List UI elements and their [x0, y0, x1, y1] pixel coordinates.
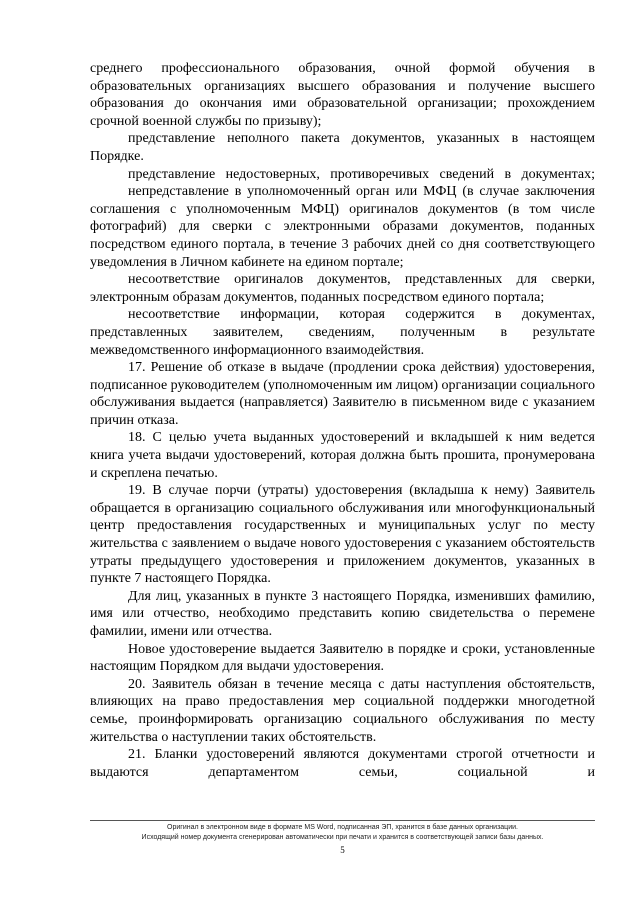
- paragraph-no-originals: непредставление в уполномоченный орган или МФЦ (в случае заключения соглашения с уполномоченным МФЦ) оригиналов документов (в том числе фотографий) для сверки с электронными образами документов, поданных посредством единого портала, в течение 3 рабочих дней со дня соответствующего уведомления в Личном кабинете на едином портале;: [90, 184, 595, 270]
- paragraph-originals-mismatch: несоответствие оригиналов документов, представленных для сверки, электронным образам документов, поданных посредством единого портала;: [90, 272, 595, 305]
- paragraph-19: 19. В случае порчи (утраты) удостоверения (вкладыша к нему) Заявитель обращается в организацию социального обслуживания или многофункциональный центр предоставления государственных и муниципальных услуг по месту жительства с заявлением о выдаче нового удостоверения с указанием обстоятельств утраты предыдущего удостоверения и приложением документов, указанных в пункте 7 настоящего Порядка.: [90, 483, 595, 587]
- paragraph-incomplete-package: представление неполного пакета документов, указанных в настоящем Порядке.: [90, 131, 595, 164]
- footer-line-number: Исходящий номер документа сгенерирован автоматически при печати и хранится в соответствующей записи базы данных.: [141, 834, 544, 841]
- paragraph-name-change: Для лиц, указанных в пункте 3 настоящего Порядка, изменивших фамилию, имя или отчество, необходимо представить копию свидетельства о перемене фамилии, имени или отчества.: [90, 588, 595, 639]
- paragraph-new-certificate: Новое удостоверение выдается Заявителю в порядке и сроки, установленные настоящим Порядком для выдачи удостоверения.: [90, 641, 595, 675]
- document-body: [90, 60, 595, 781]
- paragraph-20: 20. Заявитель обязан в течение месяца с даты наступления обстоятельств, влияющих на право предоставления мер социальной поддержки многодетной семье, проинформировать организацию социального обслуживания по месту жительства о наступлении таких обстоятельств.: [90, 676, 595, 745]
- paragraph-false-info: представление недостоверных, противоречивых сведений в документах;: [128, 166, 595, 182]
- footer-note: [90, 823, 595, 843]
- paragraph-17: 17. Решение об отказе в выдаче (продлении срока действия) удостоверения, подписанное руководителем (уполномоченным им лицом) организации социального обслуживания выдается (направляется) Заявителю в письменном виде с указанием причин отказа.: [90, 360, 595, 428]
- paragraph-info-mismatch: несоответствие информации, которая содержится в документах, представленных заявителем, сведениям, полученным в результате межведомственного информационного взаимодействия.: [90, 307, 595, 358]
- paragraph-18: 18. С целью учета выданных удостоверений и вкладышей к ним ведется книга учета выдачи удостоверений, которая должна быть прошита, пронумерована и скреплена печатью.: [90, 430, 595, 481]
- footer-divider: [90, 820, 595, 821]
- paragraph-21: 21. Бланки удостоверений являются документами строгой отчетности и выдаются департаментом семьи, социальной и: [90, 747, 595, 780]
- page-number: 5: [340, 845, 345, 855]
- paragraph-continuation: среднего профессионального образования, очной формой обучения в образовательных организациях высшего образования и получение высшего образования до окончания ими образовательной организации; прохождением срочной военной службы по призыву);: [90, 61, 595, 129]
- footer-line-original: Оригинал в электронном виде в формате MS Word, подписанная ЭП, хранится в базе данных организации.: [167, 824, 518, 831]
